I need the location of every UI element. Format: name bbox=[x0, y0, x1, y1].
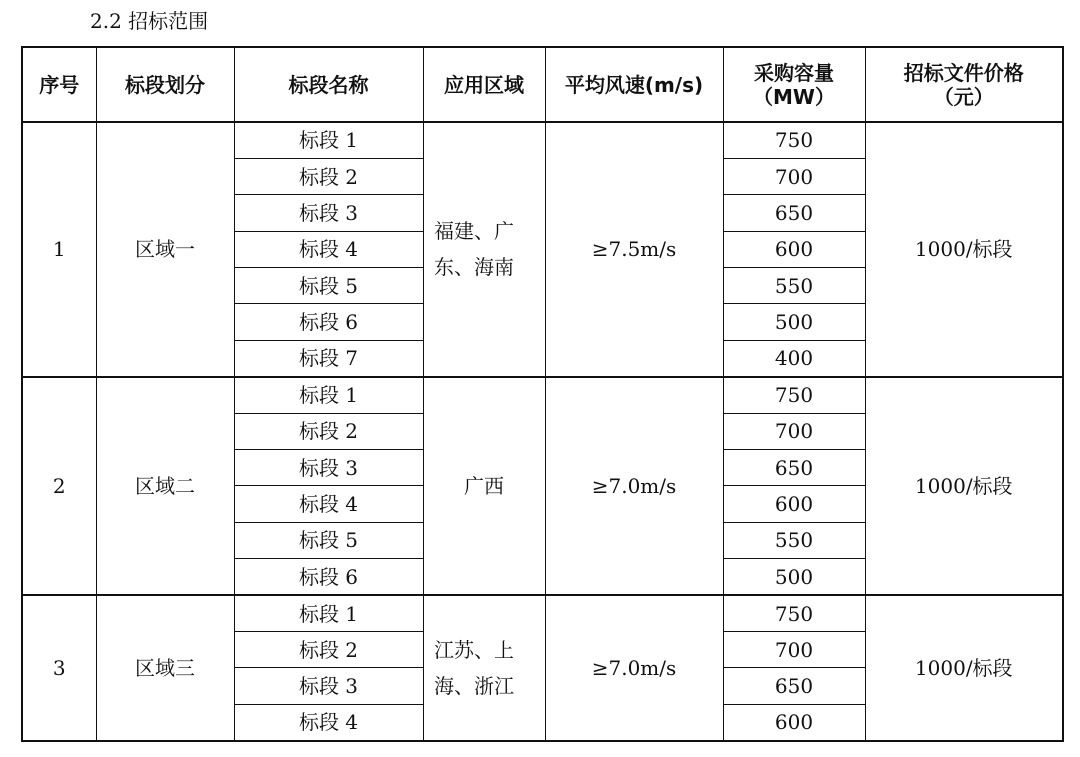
lot-name: 标段 1 bbox=[234, 122, 423, 158]
header-price bbox=[865, 47, 1063, 122]
group-price: 1000/标段 bbox=[865, 122, 1063, 377]
group-division: 区域一 bbox=[96, 122, 234, 377]
lot-name: 标段 4 bbox=[234, 704, 423, 740]
header-price-line1: 招标文件价格 bbox=[903, 60, 1024, 85]
group-price: 1000/标段 bbox=[865, 595, 1063, 741]
group-region-text: 广西 bbox=[464, 473, 504, 498]
lot-name: 标段 1 bbox=[234, 377, 423, 413]
group-region bbox=[423, 122, 545, 377]
lot-name: 标段 3 bbox=[234, 668, 423, 704]
lot-name: 标段 5 bbox=[234, 268, 423, 304]
lot-capacity: 500 bbox=[723, 559, 865, 595]
lot-capacity: 600 bbox=[723, 231, 865, 267]
table-row bbox=[22, 595, 1063, 631]
lot-name: 标段 5 bbox=[234, 522, 423, 558]
lot-name: 标段 4 bbox=[234, 486, 423, 522]
group-price: 1000/标段 bbox=[865, 377, 1063, 595]
lot-name: 标段 6 bbox=[234, 304, 423, 340]
header-capacity-line2: （MW） bbox=[753, 84, 835, 109]
section-title: 2.2 招标范围 bbox=[90, 9, 209, 33]
header-no: 序号 bbox=[22, 47, 96, 122]
group-no: 3 bbox=[22, 595, 96, 741]
lot-capacity: 600 bbox=[723, 486, 865, 522]
header-wind: 平均风速(m/s) bbox=[545, 47, 723, 122]
table-row bbox=[22, 377, 1063, 413]
lot-name: 标段 3 bbox=[234, 195, 423, 231]
lot-name: 标段 1 bbox=[234, 595, 423, 631]
lot-capacity: 700 bbox=[723, 158, 865, 194]
lot-capacity: 550 bbox=[723, 268, 865, 304]
lot-name: 标段 2 bbox=[234, 413, 423, 449]
lot-capacity: 550 bbox=[723, 522, 865, 558]
header-price-line2: （元） bbox=[933, 84, 994, 109]
lot-name: 标段 6 bbox=[234, 559, 423, 595]
lot-capacity: 700 bbox=[723, 413, 865, 449]
lot-name: 标段 2 bbox=[234, 158, 423, 194]
header-row bbox=[22, 47, 1063, 122]
group-division: 区域三 bbox=[96, 595, 234, 741]
lot-name: 标段 7 bbox=[234, 340, 423, 376]
group-region-text: 福建、广东、海南 bbox=[434, 219, 514, 280]
group-region bbox=[423, 595, 545, 741]
header-region: 应用区域 bbox=[423, 47, 545, 122]
lot-capacity: 700 bbox=[723, 631, 865, 667]
lot-capacity: 650 bbox=[723, 668, 865, 704]
lot-capacity: 750 bbox=[723, 377, 865, 413]
group-wind-speed: ≥7.0m/s bbox=[545, 595, 723, 741]
group-region bbox=[423, 377, 545, 595]
group-no: 2 bbox=[22, 377, 96, 595]
lot-capacity: 650 bbox=[723, 450, 865, 486]
lot-capacity: 650 bbox=[723, 195, 865, 231]
lot-capacity: 400 bbox=[723, 340, 865, 376]
lot-capacity: 600 bbox=[723, 704, 865, 740]
group-wind-speed: ≥7.0m/s bbox=[545, 377, 723, 595]
lot-capacity: 750 bbox=[723, 122, 865, 158]
lot-capacity: 750 bbox=[723, 595, 865, 631]
header-capacity-line1: 采购容量 bbox=[754, 60, 834, 85]
group-no: 1 bbox=[22, 122, 96, 377]
lot-capacity: 500 bbox=[723, 304, 865, 340]
group-region-text: 江苏、上海、浙江 bbox=[434, 637, 514, 698]
lot-name: 标段 4 bbox=[234, 231, 423, 267]
group-wind-speed: ≥7.5m/s bbox=[545, 122, 723, 377]
header-name: 标段名称 bbox=[234, 47, 423, 122]
tender-scope-table bbox=[21, 46, 1064, 742]
group-division: 区域二 bbox=[96, 377, 234, 595]
lot-name: 标段 2 bbox=[234, 631, 423, 667]
lot-name: 标段 3 bbox=[234, 450, 423, 486]
table-row bbox=[22, 122, 1063, 158]
header-division: 标段划分 bbox=[96, 47, 234, 122]
header-capacity bbox=[723, 47, 865, 122]
